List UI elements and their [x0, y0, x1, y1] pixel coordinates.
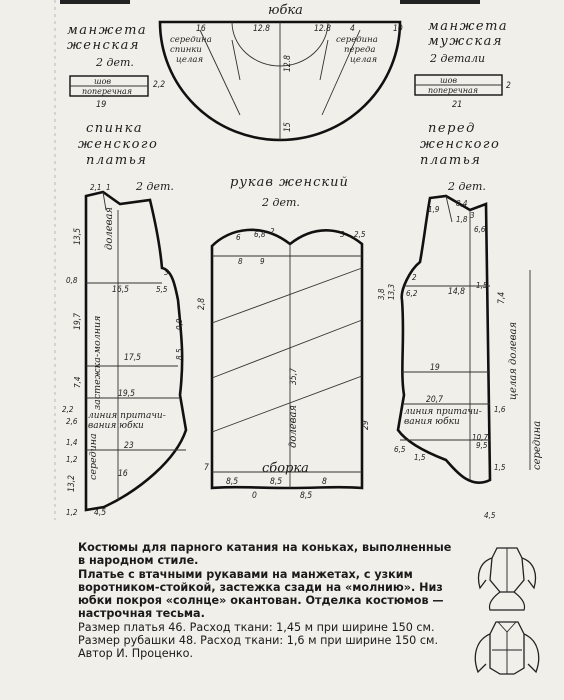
front-measure: 10,7 — [472, 433, 489, 442]
front-measure: 13,3 — [387, 283, 396, 300]
sleeve-measure: 7 — [204, 463, 209, 473]
back-skirt-line: вания юбки — [88, 421, 144, 431]
top-edge-bar — [60, 0, 130, 4]
sleeve-measure: 8,5 — [300, 491, 313, 501]
cuff-male-height: 2 — [506, 81, 511, 91]
caption-block — [78, 541, 458, 661]
back-measure: 16,5 — [112, 285, 130, 295]
back-measure: 19,5 — [118, 389, 136, 399]
skirt-measure: 12.8 — [253, 24, 271, 34]
sleeve-measure: 2,8 — [197, 297, 207, 310]
back-measure: 5,5 — [156, 285, 168, 294]
front-skirt-line: линия притачи- — [404, 407, 482, 417]
sleeve-measure: 2 — [270, 227, 275, 236]
front-measure: 9,5 — [476, 441, 488, 450]
sleeve-measure: 8 — [238, 257, 243, 266]
back-pattern — [62, 180, 186, 518]
skirt-measure: 12.8 — [283, 54, 293, 72]
front-measure: 7,4 — [497, 291, 507, 304]
front-measure: 1,8 — [456, 215, 468, 224]
back-measure: 0,9 — [175, 318, 184, 330]
skirt-title: юбка — [268, 3, 303, 18]
garment-sketches — [462, 540, 552, 690]
front-skirt-line: вания юбки — [404, 417, 460, 427]
front-measure: 4,5 — [484, 511, 496, 520]
back-measure: 1,2 — [66, 455, 78, 464]
cuff-male-title: манжета — [428, 19, 509, 34]
back-measure: 2,2 — [62, 405, 74, 414]
skirt-front-center-label: целая — [350, 55, 378, 65]
caption-size-dress: Размер платья 46. Расход ткани: 1,45 м при ширине 150 см. — [78, 620, 435, 634]
front-measure: 3 — [470, 211, 475, 220]
cuff-male-seam: поперечная — [428, 86, 479, 95]
back-measure: 1,4 — [66, 438, 78, 447]
front-measure: 8,4 — [456, 199, 468, 208]
front-measure: 2 — [412, 273, 417, 282]
front-measure: 14,8 — [448, 287, 466, 297]
front-title: женского — [420, 137, 501, 152]
front-measure: 1,5 — [476, 281, 488, 290]
back-measure: 13,5 — [73, 227, 83, 245]
front-measure: 1,5 — [414, 453, 426, 462]
front-measure: 1,5 — [494, 463, 506, 472]
cuff-male-seam: шов — [440, 76, 458, 85]
skirt-pattern — [160, 3, 403, 140]
skirt-back-center-label: спинки — [170, 45, 202, 55]
cuff-female-title: женская — [67, 38, 140, 53]
back-measure: 23 — [124, 441, 134, 451]
shirt-front-sketch — [475, 622, 538, 674]
sleeve-measure: 8,5 — [270, 477, 283, 487]
back-measure: 13,2 — [67, 474, 77, 492]
back-measure: 19,7 — [73, 312, 83, 330]
front-measure: 20,7 — [426, 395, 444, 405]
cuff-male-width: 21 — [452, 100, 463, 110]
sleeve-count: 2 дет. — [262, 196, 300, 209]
back-measure: 7,4 — [73, 376, 82, 388]
back-grain: долевая — [104, 206, 115, 250]
back-title: спинка — [86, 121, 144, 136]
back-measure: 8,5 — [175, 348, 184, 360]
back-title: платья — [86, 153, 148, 168]
sleeve-measure: 29 — [361, 420, 371, 430]
front-grain: целая долевая — [508, 321, 519, 400]
back-count: 2 дет. — [136, 180, 174, 193]
skirt-measure: 10 — [393, 24, 403, 34]
caption-heading: Костюмы для парного катания на коньках, выполненные в народном стиле. — [78, 541, 452, 568]
front-measure: 19 — [430, 363, 440, 373]
sleeve-measure: 8,5 — [226, 477, 239, 487]
cuff-female-seam: поперечная — [82, 87, 133, 96]
back-title: женского — [78, 137, 159, 152]
sleeve-measure: 0 — [252, 491, 257, 501]
back-measure: 0,8 — [66, 276, 78, 285]
front-center: середина — [532, 420, 543, 470]
back-center: середина — [88, 433, 99, 480]
sleeve-gather: сборка — [262, 461, 309, 476]
back-measure: 2,6 — [66, 417, 78, 426]
sleeve-measure: 2,5 — [354, 230, 366, 239]
skirt-measure: 4 — [350, 24, 355, 34]
cuff-male-count: 2 детали — [430, 52, 486, 65]
skirt-front-center-label: середина — [336, 35, 378, 45]
sleeve-measure: 6 — [236, 233, 241, 242]
skirt-back-center-label: целая — [176, 55, 204, 65]
skirt-measure: 15 — [283, 122, 293, 132]
sleeve-grain: долевая — [288, 404, 299, 448]
front-title: перед — [428, 121, 476, 136]
front-measure: 1,9 — [428, 205, 440, 214]
cuff-female-seam: шов — [94, 77, 112, 86]
front-measure: 3,8 — [377, 288, 386, 300]
front-measure: 6,5 — [394, 445, 406, 454]
back-measure: 4,5 — [94, 508, 107, 518]
back-measure: 16 — [118, 469, 128, 479]
skirt-measure: 16 — [196, 24, 206, 34]
front-pattern — [377, 180, 543, 520]
caption-author: Автор И. Проценко. — [78, 647, 194, 661]
sleeve-measure: 8 — [322, 477, 327, 487]
front-title: платья — [420, 153, 482, 168]
sleeve-title: рукав женский — [230, 175, 349, 190]
sleeve-measure: 6,8 — [254, 230, 266, 239]
front-measure: 6,6 — [474, 225, 486, 234]
cuff-female-width: 19 — [96, 100, 107, 110]
cuff-female-height: 2,2 — [153, 80, 166, 90]
caption-body: Платье с втачными рукавами на манжетах, с узким воротником-стойкой, застежка сзади на «молнию». Низ юбки покроя «солнце» окантован. Отделка костюмов — настрочная тесьма. — [78, 567, 444, 621]
cuff-male-pattern — [415, 19, 511, 110]
caption-size-shirt: Размер рубашки 48. Расход ткани: 1,6 м при ширине 150 см. — [78, 634, 439, 648]
front-count: 2 дет. — [448, 180, 486, 193]
front-measure: 1,6 — [494, 405, 506, 414]
sleeve-measure: 3 — [340, 230, 345, 239]
cuff-male-title: мужская — [428, 34, 503, 49]
top-edge-bar — [400, 0, 480, 4]
back-measure: 1 — [106, 183, 111, 192]
skirt-front-center-label: переда — [344, 45, 376, 55]
sleeve-measure: 35,7 — [289, 367, 299, 385]
back-measure: 17,5 — [124, 353, 142, 363]
skirt-measure: 12.8 — [314, 24, 332, 34]
back-skirt-line: линия притачи- — [88, 411, 166, 421]
back-measure: 3 — [164, 268, 169, 277]
cuff-female-title: манжета — [67, 23, 148, 38]
back-zipper: застежка-молния — [92, 315, 103, 410]
dress-back-sketch — [479, 548, 536, 610]
cuff-female-pattern — [67, 23, 165, 110]
back-measure: 2,1 — [90, 183, 102, 192]
cuff-female-count: 2 дет. — [96, 56, 134, 69]
sleeve-pattern — [197, 175, 371, 501]
back-measure: 1,2 — [66, 508, 78, 517]
skirt-back-center-label: середина — [170, 35, 212, 45]
sleeve-measure: 9 — [260, 257, 265, 266]
front-measure: 6,2 — [406, 289, 418, 298]
